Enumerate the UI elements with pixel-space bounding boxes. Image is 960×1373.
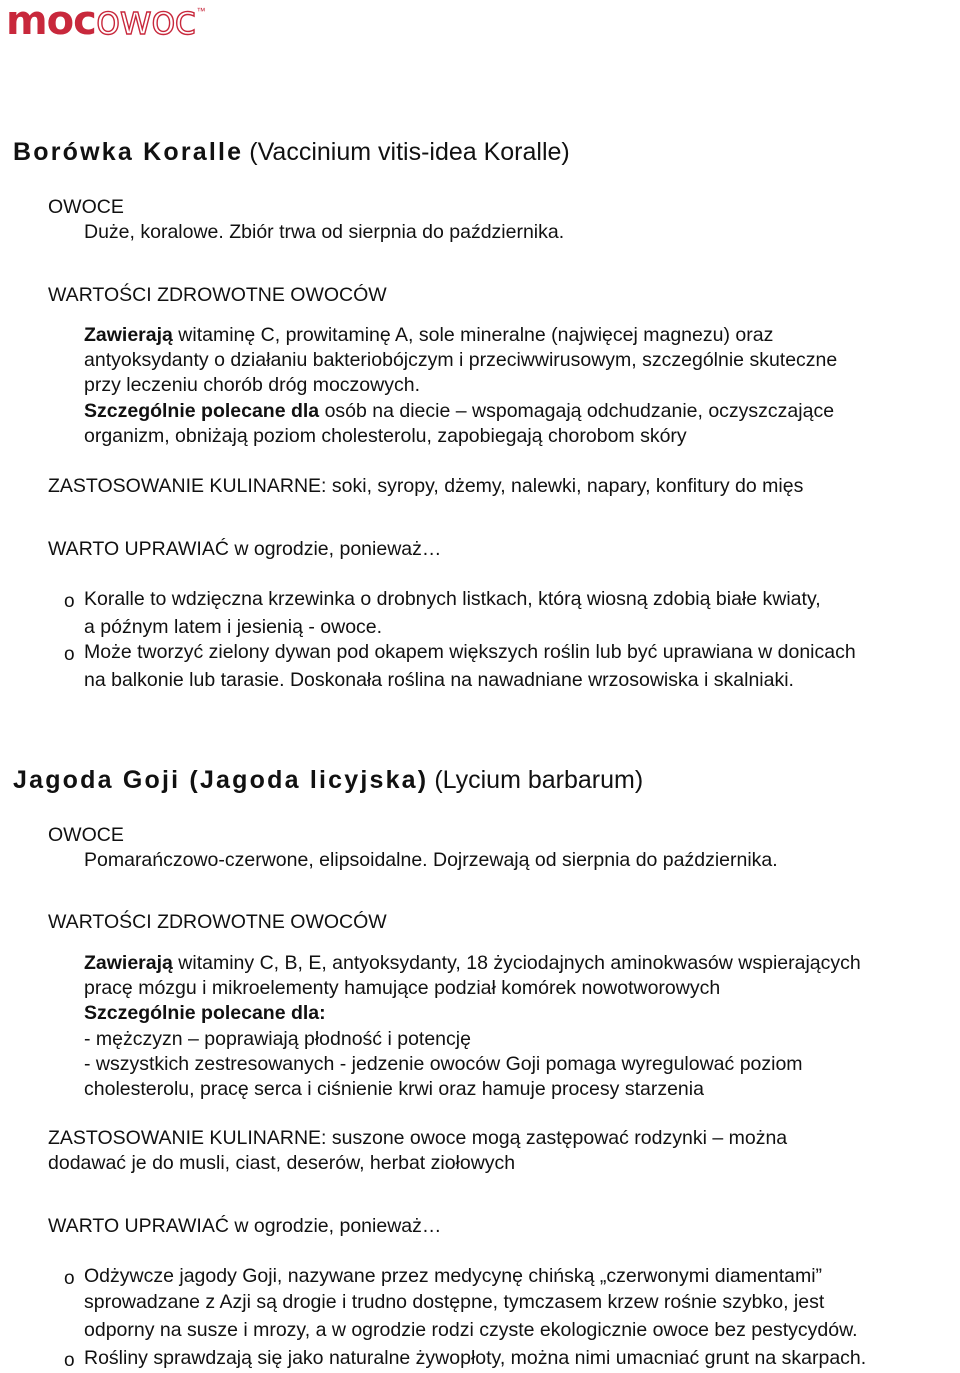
culinary-line-cont: dodawać je do musli, ciast, deserów, herbat ziołowych	[48, 1152, 516, 1174]
culinary-label: ZASTOSOWANIE KULINARNE:	[48, 475, 327, 497]
health-line: pracę mózgu i mikroelementy hamujące podział komórek nowotworowych	[84, 977, 721, 999]
plant-name: Jagoda Goji (Jagoda licyjska)	[13, 766, 429, 794]
health-line: antyoksydanty o działaniu bakteriobójczym i przeciwwirusowym, szczególnie skuteczne	[84, 349, 838, 371]
bullet-item-cont: sprowadzane z Azji są drogie i trudno dostępne, tymczasem krzew rośnie szybko, jest	[84, 1291, 825, 1313]
health-label: WARTOŚCI ZDROWOTNE OWOCÓW	[48, 911, 387, 933]
grow-label: WARTO UPRAWIAĆ w ogrodzie, ponieważ…	[48, 1215, 442, 1237]
logo-text-moc: moc	[6, 0, 96, 44]
health-line: cholesterolu, pracę serca i ciśnienie krwi oraz hamuje procesy starzenia	[84, 1078, 704, 1100]
plant-name: Borówka Koralle	[13, 138, 244, 166]
health-line: Szczególnie polecane dla osób na diecie – wspomagają odchudzanie, oczyszczające	[84, 400, 835, 422]
bullet-item: Odżywcze jagody Goji, nazywane przez medycynę chińską „czerwonymi diamentami”	[84, 1265, 823, 1287]
plant-latin-name: (Vaccinium vitis-idea Koralle)	[249, 138, 570, 166]
health-line: Szczególnie polecane dla:	[84, 1002, 326, 1024]
bullet-marker: o	[64, 1350, 75, 1371]
health-line: Zawierają witaminę C, prowitaminę A, sole mineralne (najwięcej magnezu) oraz	[84, 324, 774, 346]
section-title	[13, 766, 643, 795]
bullet-item-cont: odporny na susze i mrozy, a w ogrodzie rodzi czyste ekologicznie owoce bez pestycydów.	[84, 1319, 858, 1341]
culinary-line: ZASTOSOWANIE KULINARNE: suszone owoce mogą zastępować rodzynki – można	[48, 1127, 788, 1149]
owoce-label: OWOCE	[48, 196, 124, 218]
bullet-item: Koralle to wdzięczna krzewinka o drobnych listkach, którą wiosną zdobią białe kwiaty,	[84, 588, 821, 610]
logo-text-owoc: owoc	[95, 0, 196, 44]
bullet-marker: o	[64, 644, 75, 665]
logo-trademark: ™	[196, 6, 206, 16]
bullet-item: Może tworzyć zielony dywan pod okapem większych roślin lub być uprawiana w donicach	[84, 641, 856, 663]
owoce-text: Pomarańczowo-czerwone, elipsoidalne. Dojrzewają od sierpnia do października.	[84, 849, 778, 871]
health-line: - wszystkich zestresowanych - jedzenie owoców Goji pomaga wyregulować poziom	[84, 1053, 803, 1075]
grow-label: WARTO UPRAWIAĆ w ogrodzie, ponieważ…	[48, 538, 442, 560]
bullet-item-cont: na balkonie lub tarasie. Doskonała roślina na nawadniane wrzosowiska i skalniaki.	[84, 669, 794, 691]
health-line: przy leczeniu chorób dróg moczowych.	[84, 374, 420, 396]
owoce-label: OWOCE	[48, 824, 124, 846]
bullet-item: Rośliny sprawdzają się jako naturalne żywopłoty, można nimi umacniać grunt na skarpach.	[84, 1347, 867, 1369]
plant-latin-name: (Lycium barbarum)	[434, 766, 644, 794]
bullet-item-cont: a późnym latem i jesienią - owoce.	[84, 616, 383, 638]
health-line: organizm, obniżają poziom cholesterolu, zapobiegają chorobom skóry	[84, 425, 687, 447]
health-line: Zawierają witaminy C, B, E, antyoksydanty, 18 życiodajnych aminokwasów wspierających	[84, 952, 861, 974]
culinary-line: ZASTOSOWANIE KULINARNE: soki, syropy, dżemy, nalewki, napary, konfitury do mięs	[48, 475, 804, 497]
health-label: WARTOŚCI ZDROWOTNE OWOCÓW	[48, 284, 387, 306]
culinary-label: ZASTOSOWANIE KULINARNE:	[48, 1127, 327, 1149]
bullet-marker: o	[64, 591, 75, 612]
bullet-marker: o	[64, 1268, 75, 1289]
brand-logo	[6, 2, 206, 42]
owoce-text: Duże, koralowe. Zbiór trwa od sierpnia do października.	[84, 221, 565, 243]
health-line: - mężczyzn – poprawiają płodność i potencję	[84, 1028, 471, 1050]
section-title	[13, 138, 570, 167]
